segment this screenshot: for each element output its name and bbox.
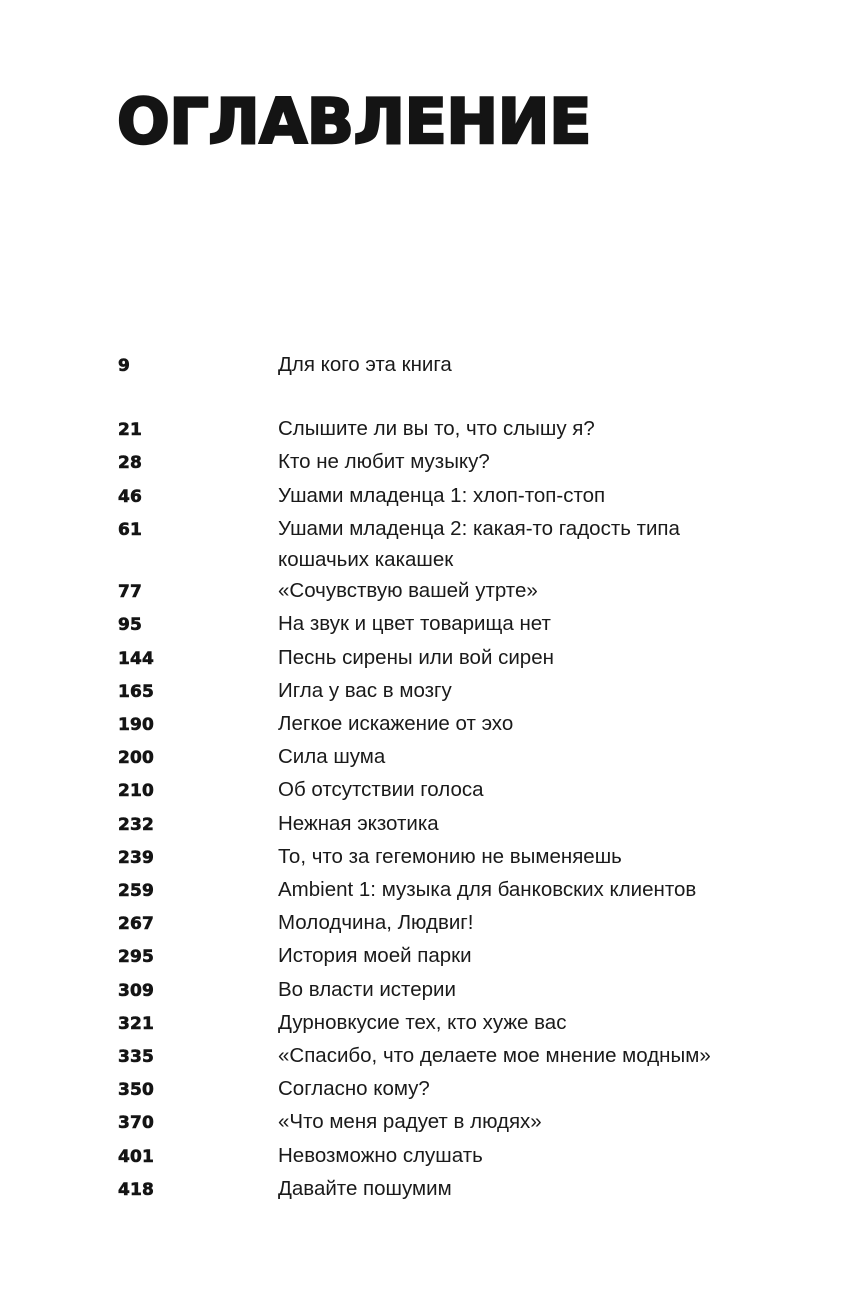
toc-chapter-title: Слышите ли вы то, что слышу я? — [278, 417, 595, 441]
toc-entry[interactable] — [118, 642, 758, 675]
toc-page-number: 46 — [118, 486, 143, 507]
toc-chapter-title: Давайте пошумим — [278, 1176, 452, 1200]
toc-chapter-title: Молодчина, Людвиг! — [278, 911, 474, 935]
toc-chapter-title: Сила шума — [278, 745, 386, 769]
toc-page-number: 401 — [118, 1146, 155, 1167]
toc-entry[interactable] — [118, 675, 758, 708]
toc-entry[interactable] — [118, 480, 758, 513]
toc-page-number: 210 — [118, 781, 155, 802]
toc-chapter-title: «Сочувствую вашей утрте» — [278, 579, 538, 603]
toc-page-number: 239 — [118, 847, 155, 868]
toc-page-number: 370 — [118, 1113, 155, 1134]
toc-page-number: 61 — [118, 519, 143, 540]
toc-entry[interactable] — [118, 907, 758, 940]
toc-chapter-title: Игла у вас в мозгу — [278, 678, 452, 702]
toc-chapter-title: На звук и цвет товарища нет — [278, 612, 551, 636]
toc-entry[interactable] — [118, 1073, 758, 1106]
toc-page-number: 21 — [118, 420, 143, 441]
toc-page-number: 295 — [118, 947, 155, 968]
toc-chapter-title: Для кого эта книга — [278, 353, 452, 376]
toc-entry[interactable] — [118, 974, 758, 1007]
toc-entry[interactable] — [118, 708, 758, 741]
toc-entry[interactable] — [118, 940, 758, 973]
toc-entry[interactable] — [118, 575, 758, 608]
toc-entry[interactable] — [118, 513, 758, 575]
toc-entry[interactable] — [118, 874, 758, 907]
toc-entry[interactable] — [118, 413, 758, 446]
toc-entry[interactable] — [118, 446, 758, 479]
toc-page-number: 95 — [118, 615, 143, 636]
toc-chapter-title: Легкое искажение от эхо — [278, 712, 514, 736]
toc-chapter-title: Кто не любит музыку? — [278, 450, 490, 474]
toc-chapter-title: Дурновкусие тех, кто хуже вас — [278, 1010, 567, 1034]
toc-page-number: 144 — [118, 648, 155, 669]
toc-chapter-title: То, что за гегемонию не выменяешь — [278, 844, 622, 868]
toc-chapter-title: Ушами младенца 2: какая-то гадость типа кошачьих какашек — [278, 516, 680, 572]
toc-chapter-title: История моей парки — [278, 944, 472, 968]
toc-entry[interactable] — [118, 1040, 758, 1073]
toc-chapter-title: Ушами младенца 1: хлоп-топ-стоп — [278, 483, 606, 507]
toc-chapter-title: Песнь сирены или вой сирен — [278, 645, 554, 669]
toc-chapter-title: Ambient 1: музыка для банковских клиентов — [278, 878, 697, 902]
toc-entry[interactable] — [118, 841, 758, 874]
toc-entry[interactable] — [118, 1173, 758, 1206]
toc-page-number: 335 — [118, 1047, 155, 1068]
toc-entry[interactable] — [118, 774, 758, 807]
page-title: ОГЛАВЛЕНИЕ — [117, 85, 591, 158]
toc-entry[interactable] — [118, 808, 758, 841]
table-of-contents — [118, 349, 758, 1206]
toc-page-number: 200 — [118, 748, 155, 769]
toc-entry[interactable] — [118, 1007, 758, 1040]
toc-chapter-title: Нежная экзотика — [278, 811, 439, 835]
toc-page-number: 418 — [118, 1179, 155, 1200]
toc-entry[interactable] — [118, 1106, 758, 1139]
toc-page-number: 350 — [118, 1080, 155, 1101]
toc-chapter-title: «Что меня радует в людях» — [278, 1110, 542, 1134]
toc-chapter-title: Согласно кому? — [278, 1077, 430, 1101]
toc-page-number: 9 — [118, 356, 131, 376]
toc-chapter-title: Об отсутствии голоса — [278, 778, 484, 802]
toc-entry[interactable] — [118, 608, 758, 641]
toc-page-number: 321 — [118, 1013, 155, 1034]
toc-page-number: 309 — [118, 980, 155, 1001]
toc-page-number: 165 — [118, 681, 155, 702]
toc-chapter-title: «Спасибо, что делаете мое мнение модным» — [278, 1044, 711, 1068]
toc-page-number: 259 — [118, 881, 155, 902]
toc-entry[interactable] — [118, 741, 758, 774]
toc-page-number: 232 — [118, 814, 155, 835]
toc-page-number: 267 — [118, 914, 155, 935]
toc-entry[interactable] — [118, 349, 758, 382]
toc-page-number: 28 — [118, 453, 143, 474]
toc-chapter-title: Невозможно слушать — [278, 1143, 483, 1167]
toc-chapter-title: Во власти истерии — [278, 977, 456, 1001]
toc-page-number: 77 — [118, 582, 143, 603]
toc-page-number: 190 — [118, 715, 155, 736]
toc-entry[interactable] — [118, 1140, 758, 1173]
